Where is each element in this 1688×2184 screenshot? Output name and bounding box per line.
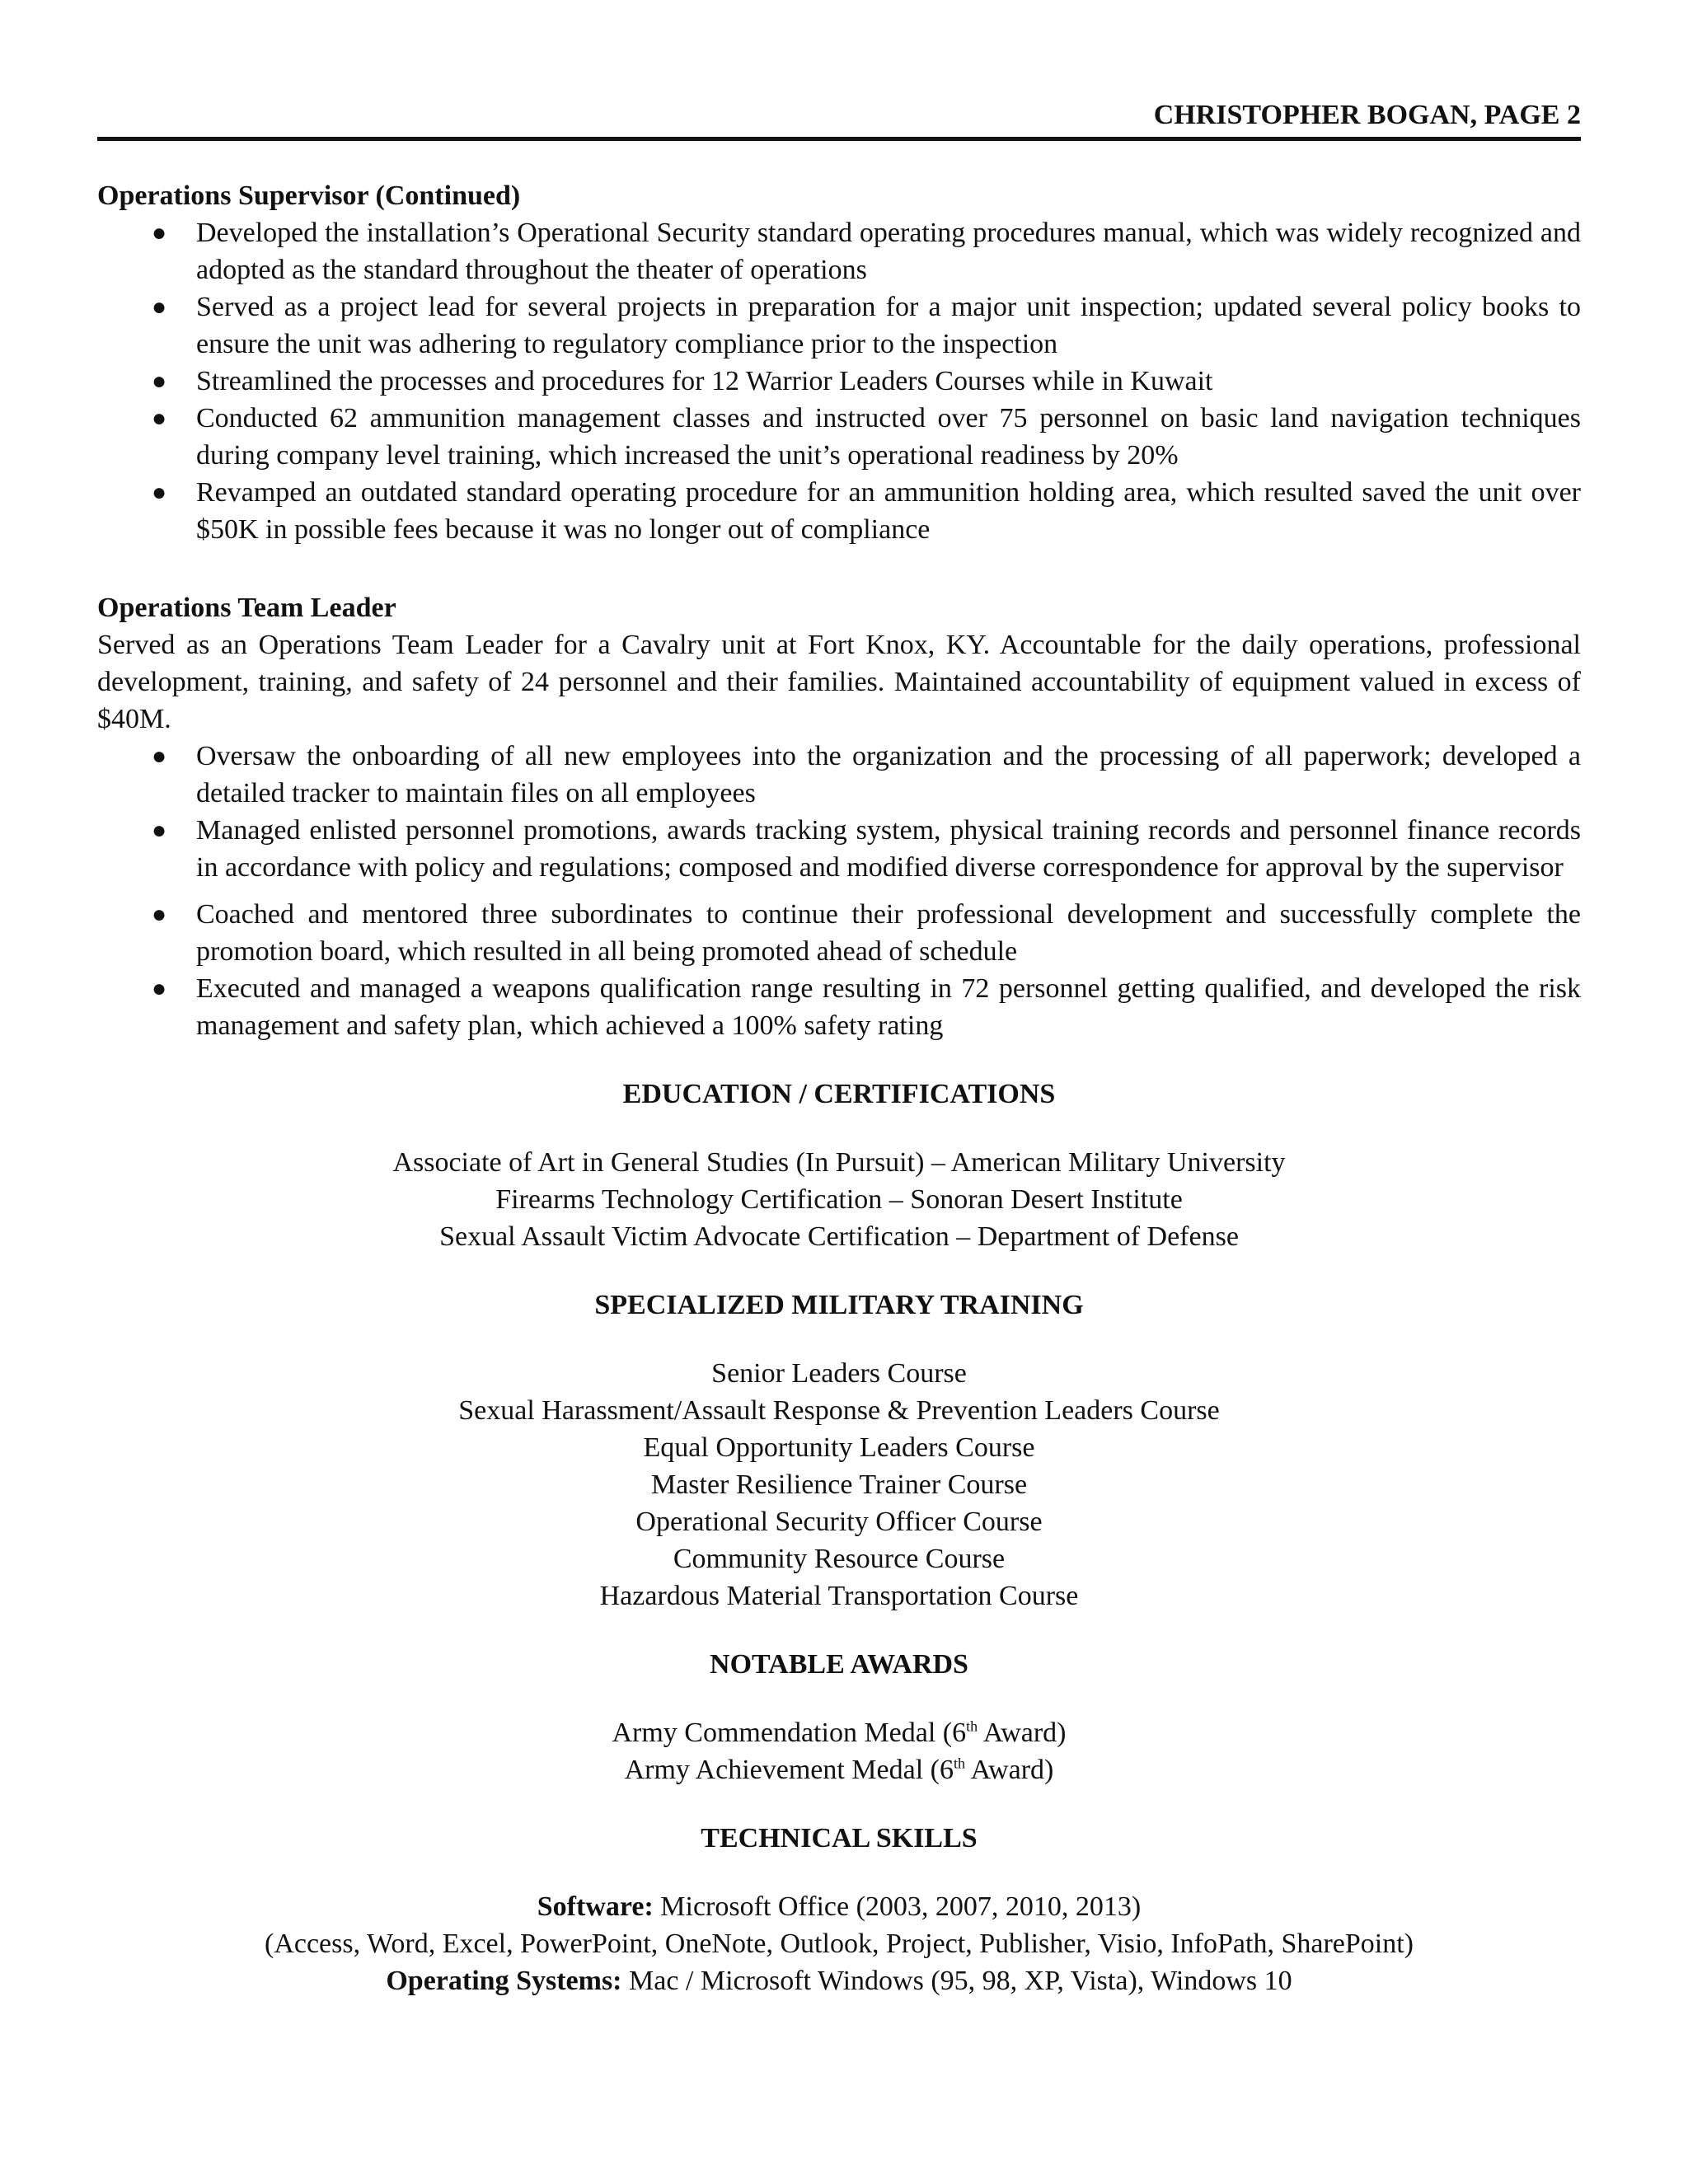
- list-item: Equal Opportunity Leaders Course: [643, 1432, 1035, 1463]
- bullet-icon: ●: [152, 743, 167, 770]
- list-item: [97, 738, 1581, 812]
- award-ordinal-suffix: th: [954, 1755, 966, 1772]
- awards-list: [97, 1714, 1581, 1788]
- bullet-icon: ●: [152, 219, 167, 246]
- bullet-text: Streamlined the processes and procedures for 12 Warrior Leaders Courses while in Kuwait: [196, 366, 1213, 396]
- section-title-training: SPECIALIZED MILITARY TRAINING: [594, 1290, 1084, 1320]
- bullet-text: Conducted 62 ammunition management classes and instructed over 75 personnel on basic land navigation techniques during company level training, which increased the unit’s operational readiness by 20%: [196, 403, 1581, 471]
- os-value: Mac / Microsoft Windows (95, 98, XP, Vista), Windows 10: [621, 1966, 1292, 1996]
- list-item: [97, 363, 1581, 400]
- training-list: [97, 1355, 1581, 1615]
- list-item: [97, 288, 1581, 363]
- bullet-text: Executed and managed a weapons qualification range resulting in 72 personnel getting qualified, and developed the risk management and safety plan, which achieved a 100% safety rating: [196, 973, 1581, 1041]
- list-item: [97, 970, 1581, 1044]
- list-item: Community Resource Course: [673, 1544, 1006, 1574]
- list-item: Master Resilience Trainer Course: [650, 1469, 1028, 1500]
- award-ordinal-suffix: th: [966, 1718, 978, 1735]
- os-label: Operating Systems:: [386, 1966, 622, 1996]
- software-label: Software:: [537, 1891, 654, 1922]
- bullet-icon: ●: [152, 975, 167, 1002]
- bullet-icon: ●: [152, 293, 167, 321]
- list-item: [97, 896, 1581, 970]
- list-item: [97, 1714, 1581, 1751]
- software-line: [97, 1888, 1581, 1925]
- bullet-icon: ●: [152, 405, 167, 432]
- bullet-text: Coached and mentored three subordinates to continue their professional development and successfully complete the promotion board, which resulted in all being promoted ahead of schedule: [196, 899, 1581, 967]
- section-title-technical-skills: TECHNICAL SKILLS: [701, 1823, 978, 1854]
- supervisor-bullet-list: [97, 214, 1581, 548]
- bullet-icon: ●: [152, 368, 167, 395]
- bullet-text: Managed enlisted personnel promotions, awards tracking system, physical training records and personnel finance records in accordance with policy and regulations; composed and modified diverse correspondence for approval by the supervisor: [196, 815, 1581, 883]
- award-tail: Award): [978, 1718, 1067, 1748]
- award-name: Army Achievement Medal (6: [624, 1755, 954, 1785]
- team-leader-summary: Served as an Operations Team Leader for a Cavalry unit at Fort Knox, KY. Accountable for the daily operations, professional development, training, and safety of 24 personnel and their families. Maintained accountability of equipment valued in excess of $40M.: [97, 630, 1581, 734]
- list-item: Firearms Technology Certification – Sonoran Desert Institute: [495, 1184, 1183, 1215]
- header-rule: [97, 137, 1581, 141]
- job-title-operations-supervisor: Operations Supervisor (Continued): [97, 180, 521, 211]
- list-item: [97, 1751, 1581, 1788]
- list-item: Senior Leaders Course: [711, 1358, 967, 1389]
- list-item: Operational Security Officer Course: [635, 1507, 1043, 1537]
- list-item: Associate of Art in General Studies (In Pursuit) – American Military University: [392, 1147, 1286, 1178]
- technical-skills-list: [97, 1888, 1581, 1999]
- list-item: Sexual Assault Victim Advocate Certification – Department of Defense: [439, 1221, 1239, 1252]
- bullet-text: Oversaw the onboarding of all new employees into the organization and the processing of all paperwork; developed a detailed tracker to maintain files on all employees: [196, 741, 1581, 808]
- list-item: [97, 812, 1581, 886]
- list-item: [97, 214, 1581, 288]
- bullet-text: Served as a project lead for several projects in preparation for a major unit inspection; updated several policy books to ensure the unit was adhering to regulatory compliance prior to the inspection: [196, 292, 1581, 359]
- list-item: Sexual Harassment/Assault Response & Prevention Leaders Course: [458, 1395, 1220, 1426]
- bullet-text: Revamped an outdated standard operating procedure for an ammunition holding area, which resulted saved the unit over $50K in possible fees because it was no longer out of compliance: [196, 477, 1581, 545]
- resume-content: [97, 177, 1581, 1999]
- bullet-icon: ●: [152, 901, 167, 928]
- award-name: Army Commendation Medal (6: [612, 1718, 967, 1748]
- page-header: CHRISTOPHER BOGAN, PAGE 2: [1153, 100, 1581, 130]
- award-tail: Award): [965, 1755, 1054, 1785]
- section-title-awards: NOTABLE AWARDS: [710, 1649, 968, 1680]
- bullet-icon: ●: [152, 817, 167, 844]
- software-apps-line: (Access, Word, Excel, PowerPoint, OneNote, Outlook, Project, Publisher, Visio, InfoPath, SharePoint): [265, 1929, 1414, 1959]
- job-title-operations-team-leader: Operations Team Leader: [97, 593, 396, 623]
- bullet-icon: ●: [152, 479, 167, 506]
- list-item: [97, 474, 1581, 548]
- list-item: Hazardous Material Transportation Course: [599, 1581, 1079, 1611]
- software-value: Microsoft Office (2003, 2007, 2010, 2013): [653, 1891, 1142, 1922]
- os-line: [97, 1962, 1581, 1999]
- bullet-text: Developed the installation’s Operational Security standard operating procedures manual, which was widely recognized and adopted as the standard throughout the theater of operations: [196, 218, 1581, 285]
- section-title-education: EDUCATION / CERTIFICATIONS: [622, 1079, 1056, 1109]
- team-leader-bullet-list: [97, 738, 1581, 1044]
- education-list: [97, 1144, 1581, 1255]
- list-item: [97, 400, 1581, 474]
